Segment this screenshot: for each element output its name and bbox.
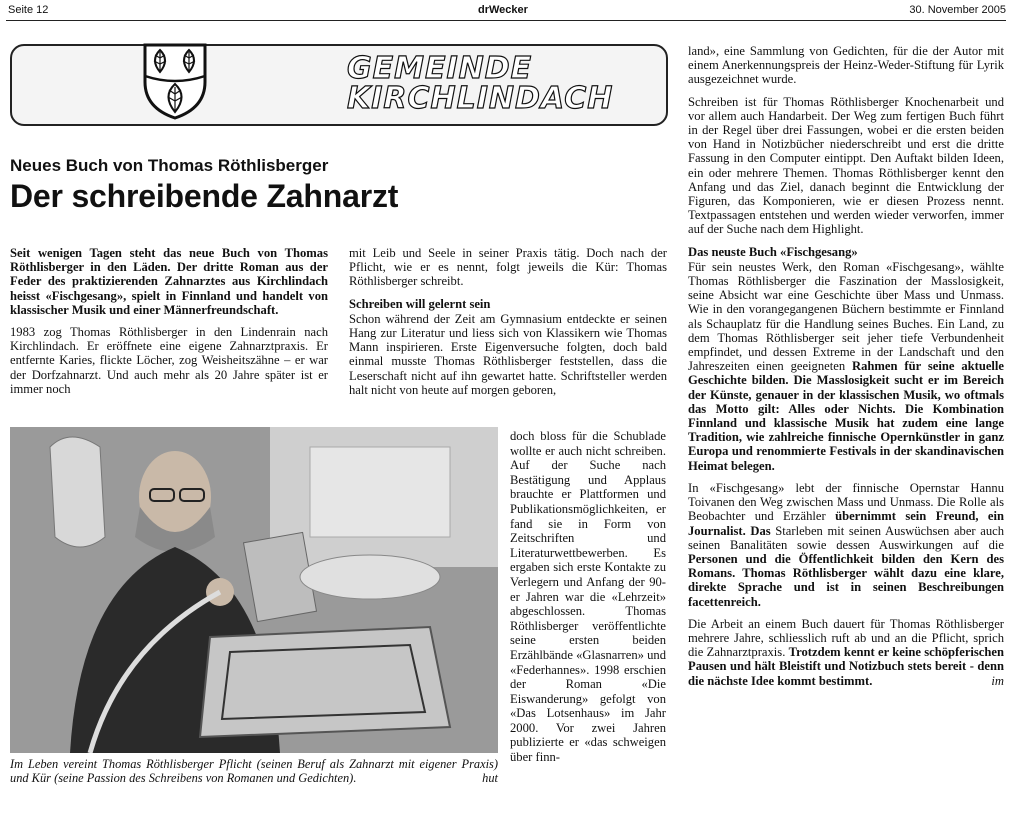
paragraph: Schon während der Zeit am Gymnasium entdeckte er seinen Hang zur Literatur und liess sich von Klassikern wie Thomas Mann inspirieren. Erste Eigenversuche folgten, doch bald einmal musste Thomas Röthlisberger feststellen, dass die Leserschaft nicht auf ihn gewartet hatte. Schriftsteller werden halt nicht von heute auf morgen geboren, <box>349 311 667 397</box>
banner-title-line1: GEMEINDE <box>347 51 533 86</box>
paragraph: 1983 zog Thomas Röthlisberger in den Lindenrain nach Kirchlindach. Er eröffnete eine eigene Zahnarztpraxis. Er entfernte Karies, flickte Löcher, zog Weisheitszähne – er war der Dorfzahnarzt. Und auch mehr als 20 Jahre später ist er immer noch <box>10 325 328 396</box>
paragraph-part-bold: Personen und die Öffentlichkeit bilden den Kern des Romans. Thomas Röthlisberger wählt dazu eine klare, direkte Sprache und ist in seinen Beschreibungen facettenreich. <box>688 551 1004 609</box>
paragraph-part: Starleben mit seinen Auswüchsen aber auch seinen Banalitäten sowie dessen Auswirkungen auf die <box>688 523 1005 552</box>
banner-title <box>347 51 657 116</box>
publication-name: drWecker <box>478 4 528 16</box>
article-author: im <box>991 673 1004 688</box>
subheading: Schreiben will gelernt sein <box>349 296 491 311</box>
column-2 <box>349 246 667 405</box>
issue-date: 30. November 2005 <box>909 4 1006 16</box>
page-number: Seite 12 <box>8 4 49 16</box>
coat-of-arms-icon <box>142 42 208 120</box>
column-2-narrow <box>510 429 666 773</box>
paragraph-part-bold: übernimmt sein Freund, ein Journalist. Das <box>688 509 1004 538</box>
article-lead: Seit wenigen Tagen steht das neue Buch von Thomas Röthlisberger in den Läden. Der dritte Roman aus der Feder des praktizierenden Zahnarztes aus Kirchlindach heisst «Fischgesang», spielt in Finnland und handelt von klassischer Musik und einer Männerfreundschaft. <box>10 246 328 317</box>
paragraph: Schreiben ist für Thomas Röthlisberger Knochenarbeit und vor allem auch Handarbeit. Der Weg zum fertigen Buch führt in der Regel über drei Fassungen, wobei er die ersten beiden von Hand in Notizbücher niederschreibt und erst die dritte Fassung in den Computer eintippt. Den Auftakt bilden Ideen, ein oder mehrere Themen. Thomas Röthlisberger kennt den Anfang und das Ziel, danach beginnt die Entwicklung der Figuren, das Komponieren, wie er diesen Prozess nennt. Textpassagen entstehen und werden wieder verworfen, immer auf der Suche nach dem Highlight. <box>688 94 1004 237</box>
header-rule <box>6 20 1006 21</box>
column-3 <box>688 44 1004 696</box>
photo-illustration <box>10 427 498 753</box>
photo-caption <box>10 757 498 785</box>
paragraph <box>688 481 1004 609</box>
subheading: Das neuste Buch «Fischgesang» <box>688 244 858 259</box>
paragraph-part: In «Fischgesang» lebt der finnische Opernstar Hannu Toivanen den Weg zwischen Mass und Unmass. Die Rolle als Beobachter und Erzähler <box>688 480 1004 524</box>
caption-author: hut <box>482 771 498 786</box>
paragraph: land», eine Sammlung von Gedichten, für die der Autor mit einem Anerkennungspreis der Heinz-Weder-Stiftung für Lyrik ausgezeichnet wurde. <box>688 44 1004 87</box>
article-photo <box>10 427 498 753</box>
article-headline: Der schreibende Zahnarzt <box>10 178 399 214</box>
caption-text: Im Leben vereint Thomas Röthlisberger Pflicht (seinen Beruf als Zahnarzt mit eigener Praxis) und Kür (seine Passion des Schreibens von Romanen und Gedichten). <box>10 757 498 786</box>
banner-title-line2: KIRCHLINDACH <box>347 81 614 116</box>
paragraph-part: Für sein neustes Werk, den Roman «Fischgesang», wählte Thomas Röthlisberger die Faszination der Masslosigkeit, seine Absicht war eine Geschichte über Mass und Unmass. Wie in den vorangegangenen Büchern bestimmte er Finnland als Schauplatz für die Handlung seines Buches. Ein Land, zu dem Thomas Röthlisberger seit jeher tiefe Verbundenheit empfindet, und dessen Extreme in der Landschaft und den Jahreszeiten einen geeigneten <box>688 259 1004 374</box>
paragraph <box>688 617 1004 688</box>
page-header <box>8 4 1006 18</box>
column-1 <box>10 246 328 404</box>
paragraph <box>688 260 1004 473</box>
paragraph-part: Die Arbeit an einem Buch dauert für Thomas Röthlisberger mehrere Jahre, schliesslich ruft ab und an die Pflicht, sprich die Zahnarztpraxis. <box>688 616 1004 660</box>
municipality-banner <box>10 44 668 126</box>
article-kicker: Neues Buch von Thomas Röthlisberger <box>10 156 329 175</box>
paragraph: mit Leib und Seele in seiner Praxis tätig. Doch nach der Pflicht, wie er es nennt, folgt jeweils die Kür: Thomas Röthlisberger schreibt. <box>349 246 667 289</box>
paragraph: doch bloss für die Schublade wollte er auch nicht schreiben. Auf der Suche nach Bestätigung und Applaus brauchte er Plattformen und Publikationsmöglichkeiten, er fand sie in Form von Zeitschriften und Literaturwettbewerben. Es ergaben sich erste Kontakte zu Verlegern und Anfang der 90-er Jahren war die «Lehrzeit» abgeschlossen. Thomas Röthlisberger veröffentlichte seine ersten beiden Erzählbände «Glasnarren» und «Federhannes». 1998 erschien der Roman «Die Eiswanderung» gefolgt von «Das Lotsenhaus» im Jahr 2000. Vor zwei Jahren publizierte er «das schweigen über finn- <box>510 429 666 765</box>
paragraph-part-bold: Trotzdem kennt er keine schöpferischen Pausen und hält Bleistift und Notizbuch stets bereit - denn die nächste Idee kommt bestimmt. <box>688 645 1004 688</box>
paragraph-part-bold: Rahmen für seine aktuelle Geschichte bilden. Die Masslosigkeit sucht er im Bereich der Künste, genauer in der klassischen Musik, wo oftmals das Motto gilt: Alles oder Nichts. Die Kombination Finnland und klassische Musik hat zudem eine lange Tradition, wie zahlreiche finnische Opernkünstler in ganz Europa und renommierte Festivals in der skandinavischen Heimat belegen. <box>688 359 1004 473</box>
